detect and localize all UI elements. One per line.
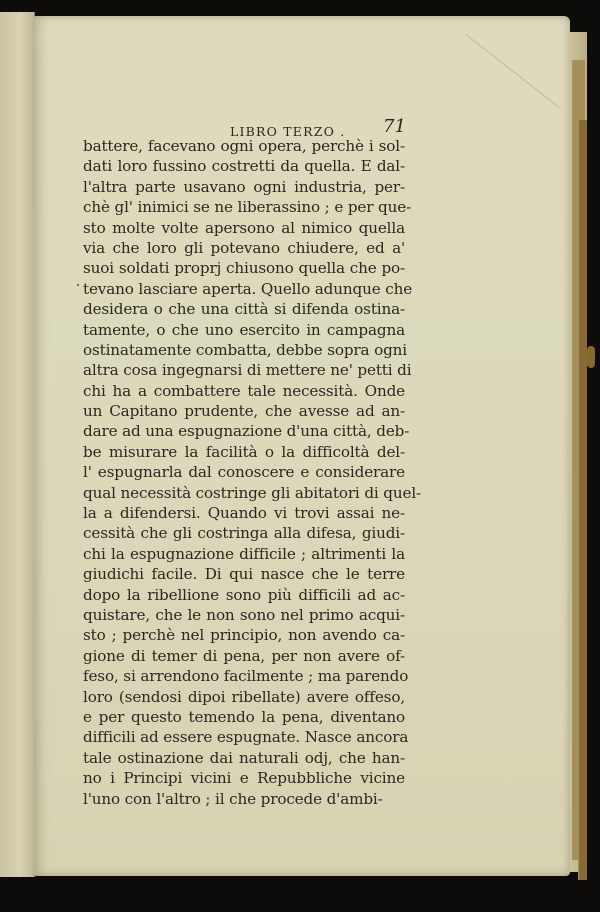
page-number: 71 [383,116,406,137]
text-line: dopo la ribellione sono più difficili ad ac- [83,585,405,604]
text-line: no i Principi vicini e Repubbliche vicine [83,769,405,788]
text-line: tale ostinazione dai naturali odj, che han- [83,748,405,767]
facing-page-edge [0,12,35,877]
text-line: l'uno con l'altro ; il che procede d'ambi- [83,789,383,808]
text-line: tamente, o che uno esercito in campagna [83,320,405,339]
ink-speck [77,284,79,286]
text-line: e per questo temendo la pena, diventano [83,707,405,726]
text-line: gione di temer di pena, per non avere of- [83,646,405,665]
text-line: giudichi facile. Di qui nasce che le terre [83,565,405,584]
text-line: difficili ad essere espugnate. Nasce ancora [83,728,409,747]
body-text [83,136,422,809]
book-cover-edge [578,120,587,880]
text-line: la a difendersi. Quando vi trovi assai ne- [83,504,405,523]
text-line: dati loro fussino costretti da quella. E dal- [83,157,405,176]
text-line: feso, si arrendono facilmente ; ma parendo [83,667,409,686]
text-line: be misurare la facilità o la difficoltà del- [83,442,405,461]
text-line: suoi soldati proprj chiusono quella che po- [83,259,405,278]
text-line: sto ; perchè nel principio, non avendo ca- [83,626,405,645]
text-line: sto molte volte apersono al nimico quella [83,218,405,237]
text-line: via che loro gli potevano chiudere, ed a' [83,238,405,257]
text-line: qual necessità costringe gli abitatori di quel- [83,483,422,502]
text-line: cessità che gli costringa alla difesa, giudi- [83,524,405,543]
text-line: ostinatamente combatta, debbe sopra ogni [83,340,408,359]
text-line: un Capitano prudente, che avesse ad an- [83,402,405,421]
text-line: dare ad una espugnazione d'una città, deb- [83,422,410,441]
text-line: altra cosa ingegnarsi di mettere ne' petti di [83,361,412,380]
text-line: l'altra parte usavano ogni industria, per- [83,177,405,196]
text-line: l' espugnarla dal conoscere e considerare [83,463,405,482]
edge-stain [587,346,595,368]
text-line: quistare, che le non sono nel primo acqui- [83,605,405,624]
corner-fold [465,34,560,109]
text-line: chi ha a combattere tale necessità. Onde [83,381,405,400]
text-line: battere, facevano ogni opera, perchè i sol- [83,137,405,155]
text-line: desidera o che una città si difenda ostina- [83,300,405,319]
text-line: tevano lasciare aperta. Quello adunque che [83,279,413,298]
text-line: chè gl' inimici se ne liberassino ; e per que- [83,198,412,217]
text-line: loro (sendosi dipoi ribellate) avere offeso, [83,687,405,706]
running-title: LIBRO TERZO . [230,124,346,139]
text-line: chi la espugnazione difficile ; altrimenti la [83,544,405,563]
